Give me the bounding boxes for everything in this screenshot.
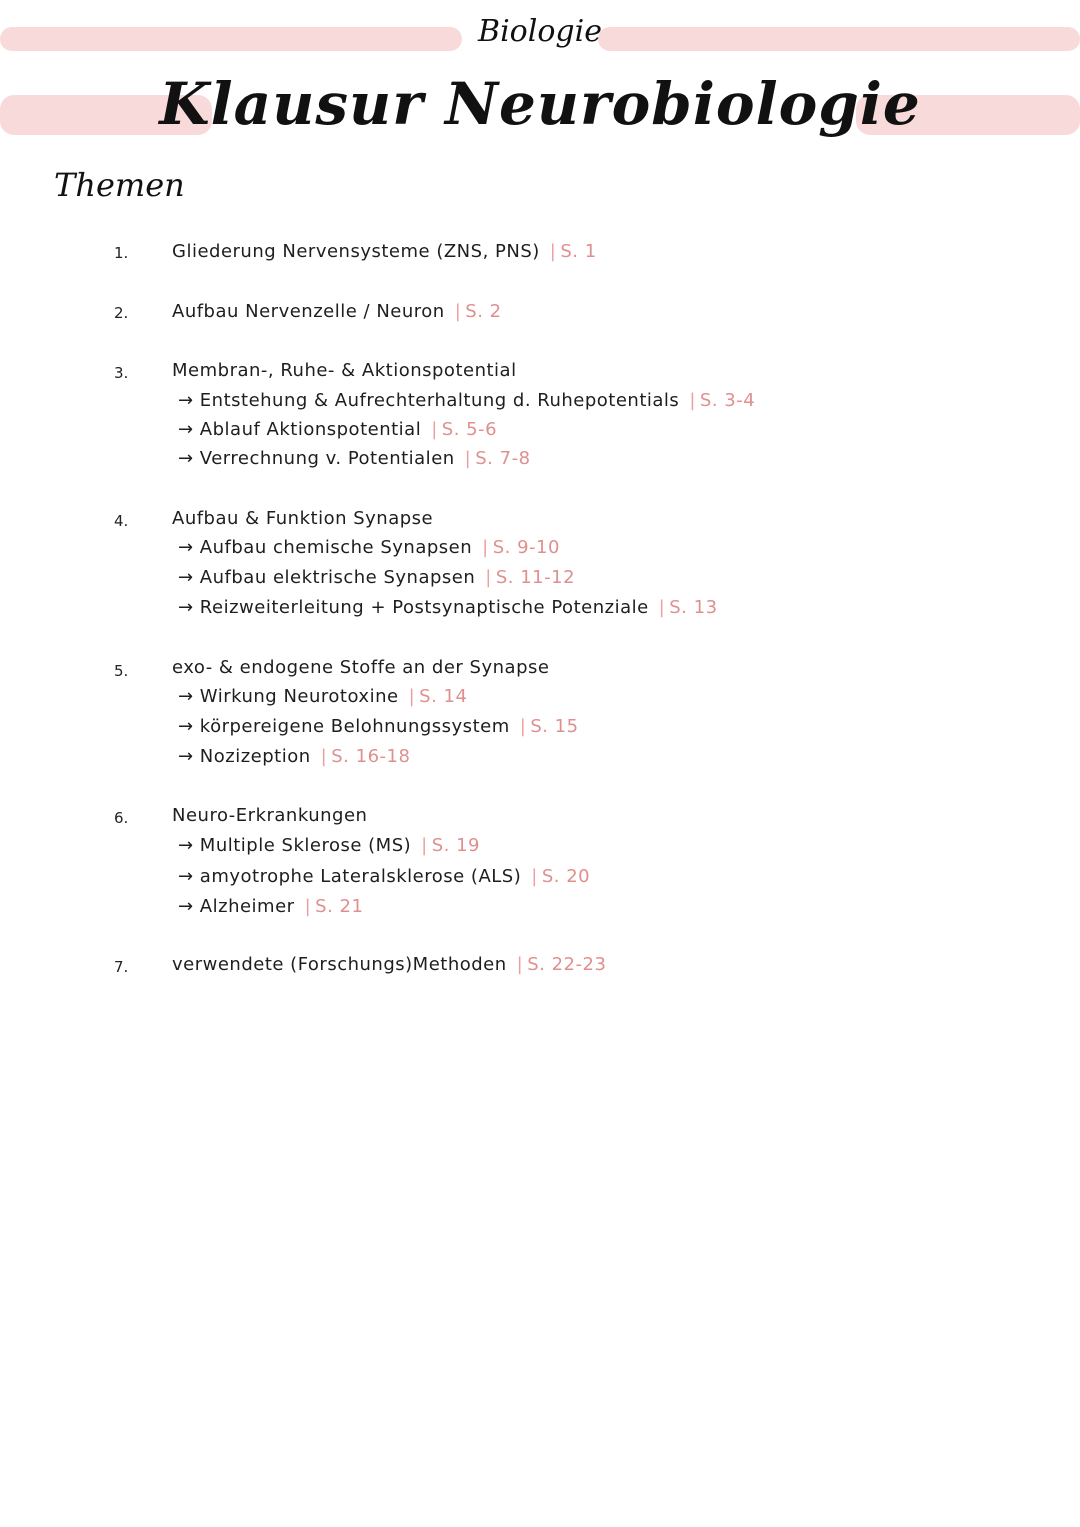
page-ref: | S. 9-10	[482, 537, 560, 558]
topic-title: Membran-, Ruhe- & Aktionspotential	[172, 360, 517, 381]
page-ref: | S. 5-6	[431, 419, 498, 440]
topic-number: 1.	[114, 244, 129, 262]
topic-title: Aufbau Nervenzelle / Neuron	[172, 301, 445, 322]
subtopic-text: → Nozizeption	[178, 746, 311, 767]
subtopic-text: → amyotrophe Lateralsklerose (ALS)	[178, 866, 522, 887]
topic-number: 4.	[114, 512, 129, 530]
page-ref: | S. 1	[549, 241, 597, 262]
page-ref: | S. 3-4	[689, 390, 756, 411]
subtopic-line	[178, 746, 410, 767]
subtopic-line	[178, 716, 579, 737]
page-ref: | S. 2	[454, 301, 502, 322]
topic-title: Gliederung Nervensysteme (ZNS, PNS)	[172, 241, 540, 262]
page-ref: | S. 15	[519, 716, 579, 737]
page-ref: | S. 19	[421, 835, 481, 856]
subtopic-line	[178, 390, 755, 411]
subject-label: Biologie	[478, 14, 602, 49]
topic-title: verwendete (Forschungs)Methoden	[172, 954, 507, 975]
topic-title: exo- & endogene Stoffe an der Synapse	[172, 657, 550, 678]
subtopic-text: → Reizweiterleitung + Postsynaptische Potenziale	[178, 597, 649, 618]
topic-title: Neuro-Erkrankungen	[172, 805, 368, 826]
page-ref: | S. 13	[658, 597, 718, 618]
subtopic-text: → Alzheimer	[178, 896, 295, 917]
subtopic-text: → Multiple Sklerose (MS)	[178, 835, 412, 856]
page-ref: | S. 16-18	[320, 746, 411, 767]
topic-number: 6.	[114, 809, 129, 827]
page-ref: | S. 22-23	[516, 954, 607, 975]
subtopic-line	[178, 686, 467, 707]
subtopic-text: → Ablauf Aktionspotential	[178, 419, 422, 440]
topic-number: 5.	[114, 662, 129, 680]
subtopic-text: → körpereigene Belohnungssystem	[178, 716, 510, 737]
page-ref: | S. 11-12	[485, 567, 576, 588]
subtopic-text: → Aufbau chemische Synapsen	[178, 537, 473, 558]
topic-title-line	[172, 241, 597, 262]
topic-title-line	[172, 301, 502, 322]
subtopic-line	[178, 866, 590, 887]
page-ref: | S. 21	[304, 896, 364, 917]
page-ref: | S. 7-8	[464, 448, 531, 469]
topic-title-line	[172, 954, 606, 975]
topic-number: 3.	[114, 364, 129, 382]
page-ref: | S. 14	[408, 686, 468, 707]
page-title: Klausur Neurobiologie	[159, 70, 921, 138]
subtopic-line	[178, 835, 480, 856]
subtopic-line	[178, 896, 363, 917]
topic-title: Aufbau & Funktion Synapse	[172, 508, 434, 529]
subtopic-line	[178, 448, 531, 469]
subtopic-text: → Wirkung Neurotoxine	[178, 686, 399, 707]
subtopic-text: → Verrechnung v. Potentialen	[178, 448, 455, 469]
subtopic-text: → Entstehung & Aufrechterhaltung d. Ruhepotentials	[178, 390, 680, 411]
subtopic-line	[178, 567, 575, 588]
section-heading: Themen	[54, 166, 185, 204]
topic-number: 7.	[114, 958, 129, 976]
subtopic-text: → Aufbau elektrische Synapsen	[178, 567, 476, 588]
topic-number: 2.	[114, 304, 129, 322]
subtopic-line	[178, 597, 718, 618]
subtopic-line	[178, 419, 497, 440]
page-ref: | S. 20	[531, 866, 591, 887]
subtopic-line	[178, 537, 560, 558]
